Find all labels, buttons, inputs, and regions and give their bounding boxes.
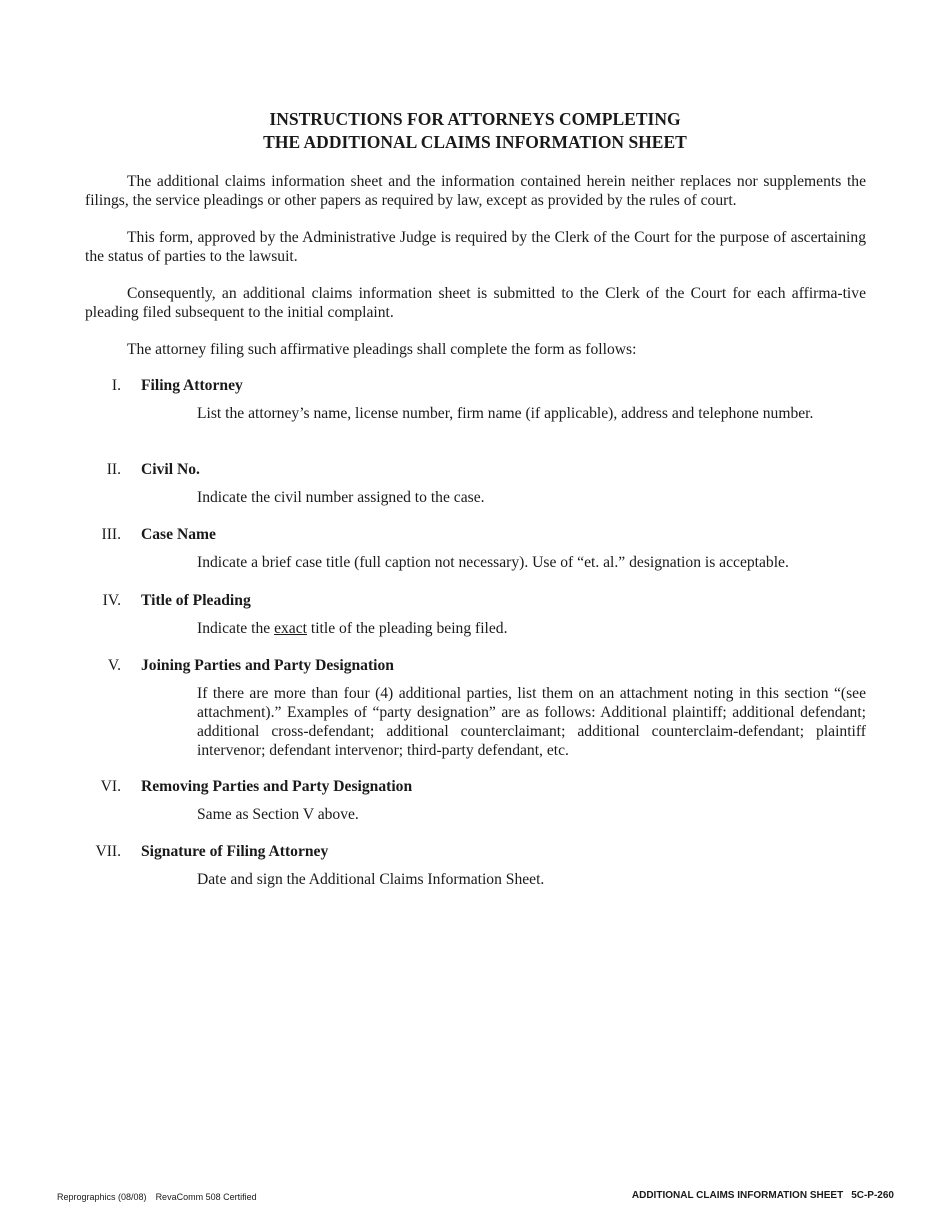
section-heading: Filing Attorney: [141, 377, 243, 394]
section-numeral: IV.: [102, 592, 121, 609]
section-numeral: I.: [111, 377, 121, 394]
section-heading: Removing Parties and Party Designation: [141, 778, 413, 795]
section-2-text: Indicate the civil number assigned to the case.: [197, 489, 485, 506]
section-heading: Signature of Filing Attorney: [141, 843, 329, 860]
section-7-text: Date and sign the Additional Claims Information Sheet.: [197, 871, 545, 888]
footer-left: [57, 1192, 257, 1203]
form-number: 5C-P-260: [851, 1190, 894, 1201]
section-numeral: V.: [107, 657, 121, 674]
section-3-text: Indicate a brief case title (full caption not necessary). Use of “et. al.” designation is acceptable.: [197, 554, 789, 571]
certification-label: RevaComm 508 Certified: [155, 1192, 257, 1202]
document-title: [0, 108, 950, 154]
section-numeral: III.: [101, 526, 121, 543]
footer-right: [632, 1190, 894, 1202]
section-numeral: II.: [106, 461, 121, 478]
section-heading: Title of Pleading: [141, 592, 251, 609]
reprographics-label: Reprographics (08/08): [57, 1192, 147, 1202]
section-5-text: If there are more than four (4) additional parties, list them on an attachment noting in this section “(see attachment).” Examples of “party designation” are as follows: Additional plaintiff; additional defendant; additional cross-defendant; additional counterclaimant; additional counterclaim-defendant; plaintiff intervenor; defendant intervenor; third-party defendant, etc.: [197, 685, 866, 759]
section-4-text-before: Indicate the: [197, 620, 271, 637]
section-1-text: List the attorney’s name, license number, firm name (if applicable), address and telephone number.: [197, 405, 814, 422]
section-4-text-after: title of the pleading being filed.: [310, 620, 508, 637]
section-heading: Joining Parties and Party Designation: [141, 657, 394, 674]
section-numeral: VI.: [100, 778, 121, 795]
intro-paragraph-2: This form, approved by the Administrative Judge is required by the Clerk of the Court for the purpose of ascertaining the status of parties to the lawsuit.: [85, 229, 866, 265]
intro-paragraph-1: The additional claims information sheet and the information contained herein neither replaces nor supplements the filings, the service pleadings or other papers as required by law, except as provided by the rules of court.: [85, 173, 866, 209]
intro-paragraph-4: The attorney filing such affirmative pleadings shall complete the form as follows:: [127, 341, 637, 358]
section-numeral: VII.: [95, 843, 121, 860]
section-4-text: [197, 619, 866, 638]
title-line-2: THE ADDITIONAL CLAIMS INFORMATION SHEET: [263, 132, 687, 152]
section-heading: Case Name: [141, 526, 216, 543]
section-heading: Civil No.: [141, 461, 200, 478]
title-line-1: INSTRUCTIONS FOR ATTORNEYS COMPLETING: [269, 109, 681, 129]
emphasis-exact: exact: [274, 620, 307, 637]
intro-paragraph-3: Consequently, an additional claims information sheet is submitted to the Clerk of the Court for each affirma-tive pleading filed subsequent to the initial complaint.: [85, 285, 866, 321]
section-6-text: Same as Section V above.: [197, 806, 359, 823]
form-name: ADDITIONAL CLAIMS INFORMATION SHEET: [631, 1190, 844, 1201]
